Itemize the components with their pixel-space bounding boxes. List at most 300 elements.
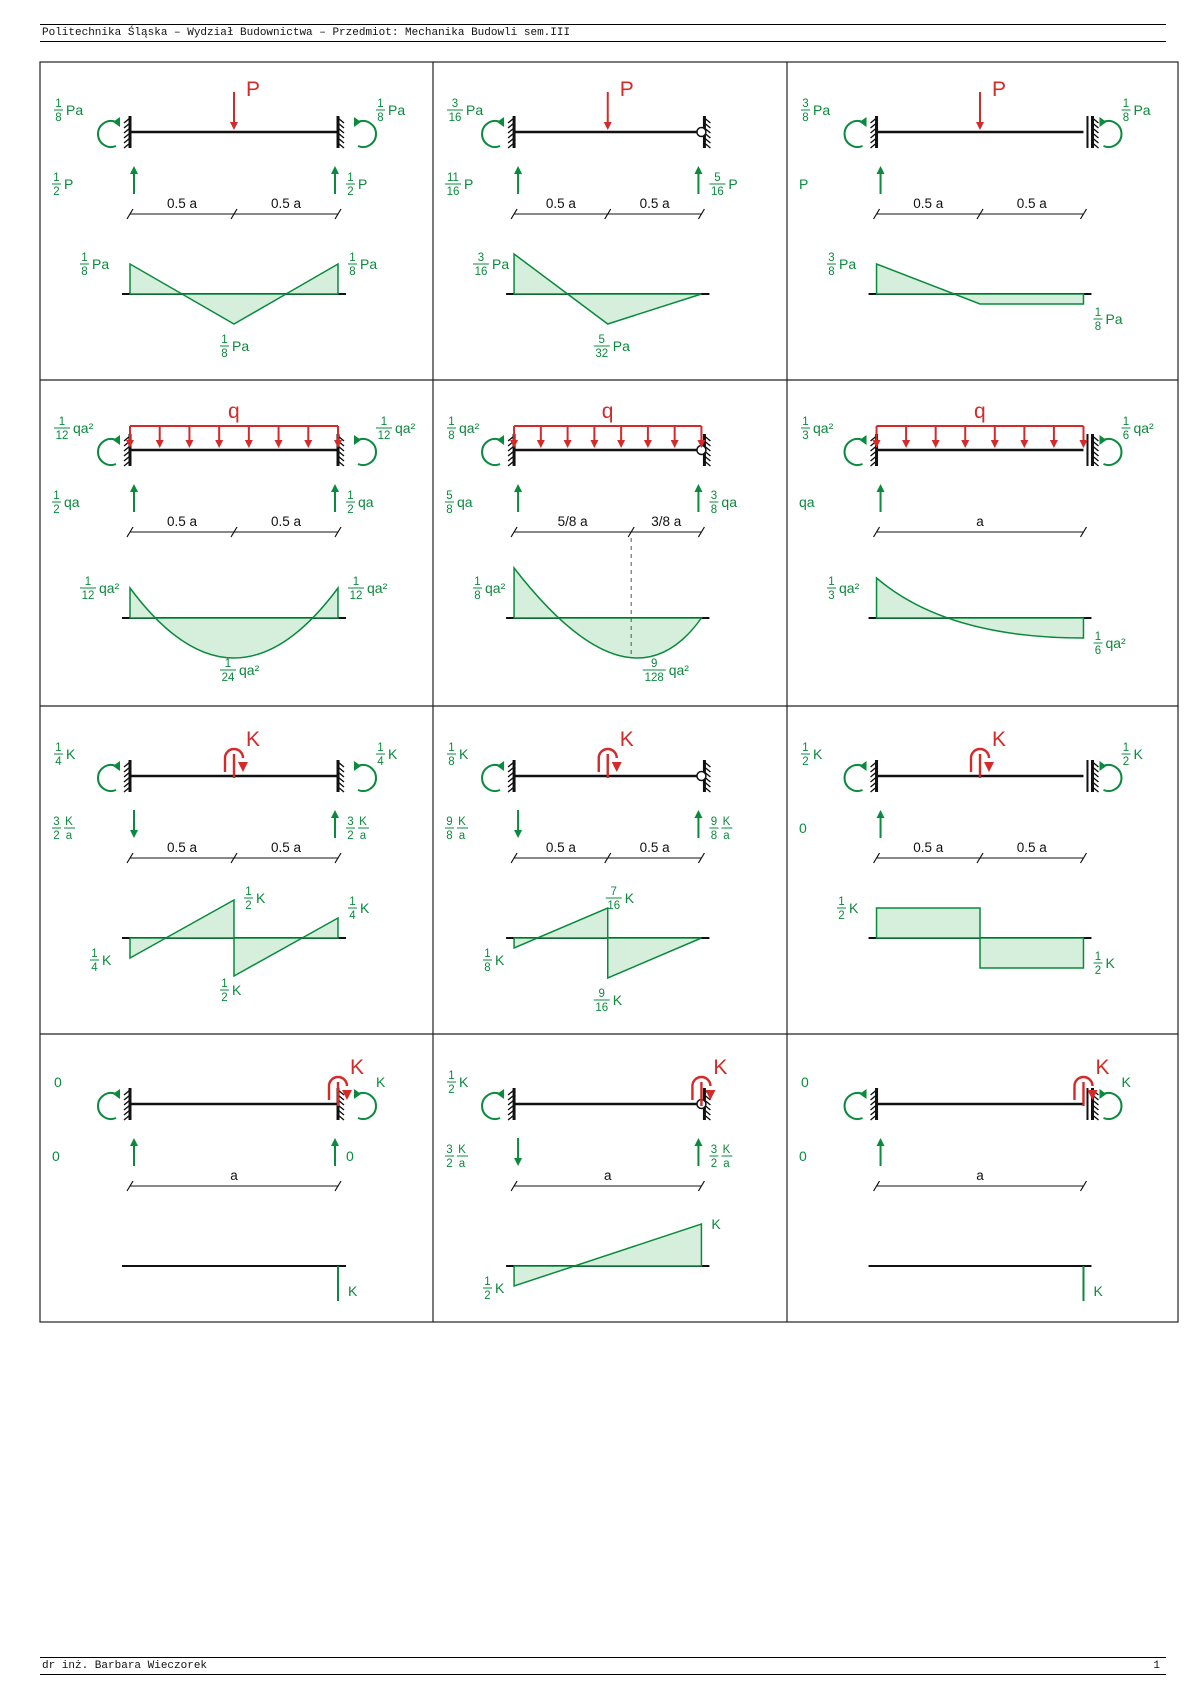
load-label: P xyxy=(246,78,261,101)
dimension-label: 0.5 a xyxy=(639,196,670,211)
distributed-load-arrow-head xyxy=(304,440,312,448)
panel-10 xyxy=(52,1056,386,1301)
fraction-denominator: 16 xyxy=(446,186,460,198)
distributed-load-arrow-head xyxy=(215,440,223,448)
left-moment-arrow-head xyxy=(860,117,867,127)
panel-12 xyxy=(799,1056,1131,1301)
fraction-symbol: 0 xyxy=(346,1148,354,1164)
fraction-denominator: 8 xyxy=(221,348,228,360)
diagram-left-value xyxy=(90,948,112,974)
load-label: q xyxy=(228,400,240,423)
fraction-symbol: K xyxy=(376,1074,386,1090)
fraction-symbol: K xyxy=(360,900,370,916)
fraction-symbol: 0 xyxy=(52,1148,60,1164)
fraction-denominator: 6 xyxy=(1122,430,1130,442)
left-moment-label xyxy=(801,742,823,768)
distributed-load-arrow-head xyxy=(185,440,193,448)
fraction-denominator: 2 xyxy=(710,1158,718,1170)
fraction-numerator: 1 xyxy=(58,416,66,428)
fraction-symbol: Pa xyxy=(612,338,630,354)
left-reaction-label xyxy=(799,494,815,510)
fraction-symbol: qa² xyxy=(839,580,860,596)
fraction-numerator: 1 xyxy=(1094,631,1102,643)
fraction-numerator: 3 xyxy=(347,816,354,828)
fraction-symbol: K xyxy=(711,1216,721,1232)
left-moment-arrow xyxy=(845,439,863,465)
fraction-denominator: 2 xyxy=(347,830,354,842)
dimension-label: 0.5 a xyxy=(166,840,198,855)
table-border xyxy=(40,62,1178,1322)
distributed-load-arrow-head xyxy=(1079,440,1087,448)
fraction-symbol: 0 xyxy=(799,820,807,836)
dimension-label: 0.5 a xyxy=(913,840,944,855)
fraction-numerator: 1 xyxy=(352,576,360,588)
left-reaction-arrow-head xyxy=(130,484,138,492)
fraction-numerator: 1 xyxy=(802,416,809,428)
moment-load-head xyxy=(238,762,248,772)
right-reaction-label xyxy=(709,490,737,516)
fraction-symbol: K xyxy=(102,952,112,968)
right-reaction-label xyxy=(709,816,732,842)
diagram-left-value xyxy=(473,576,506,602)
fraction-symbol: K xyxy=(813,746,823,762)
fraction-denominator: 4 xyxy=(55,756,62,768)
fraction-numerator: 1 xyxy=(349,896,356,908)
fraction-denominator: 8 xyxy=(802,112,809,124)
dimension-label: 5/8 a xyxy=(557,514,588,529)
fraction-numerator: 1 xyxy=(349,252,356,264)
distributed-load-arrow-head xyxy=(564,440,572,448)
moment-diagram-fill xyxy=(514,254,701,324)
diagram-top-value xyxy=(244,886,266,912)
left-moment-label xyxy=(447,1070,469,1096)
left-moment-label xyxy=(447,98,483,124)
fraction-numerator: 1 xyxy=(1094,307,1102,319)
distributed-load-arrow-head xyxy=(590,440,598,448)
fraction-denominator: 6 xyxy=(1094,645,1102,657)
fraction-denominator: 16 xyxy=(595,1002,609,1014)
fraction-symbol: qa xyxy=(799,494,815,510)
fraction-numerator: 1 xyxy=(53,490,60,502)
dimension-label: 0.5 a xyxy=(639,840,670,855)
fraction-symbol: 0 xyxy=(799,1148,807,1164)
dimension-label: 0.5 a xyxy=(166,196,198,211)
fraction-numerator: 9 xyxy=(710,816,718,828)
moment-diagram-fill xyxy=(514,908,701,978)
fraction-symbol: qa xyxy=(457,494,473,510)
fraction-numerator: 3 xyxy=(710,490,718,502)
left-moment-arrow-head xyxy=(860,1089,867,1099)
fraction-symbol: K xyxy=(1133,746,1143,762)
fraction-symbol: 0 xyxy=(54,1074,62,1090)
left-moment-label xyxy=(447,742,469,768)
fraction-numerator: 3 xyxy=(451,98,459,110)
fraction-denominator: a xyxy=(359,830,367,842)
fraction-symbol: qa² xyxy=(485,580,506,596)
left-moment-label xyxy=(801,416,834,442)
fraction-denominator: 2 xyxy=(1094,965,1102,977)
fraction-denominator: 2 xyxy=(802,756,809,768)
right-moment-label xyxy=(376,416,416,442)
fraction-symbol: qa² xyxy=(395,420,416,436)
fraction-denominator: 2 xyxy=(484,1290,491,1302)
dimension-label: 0.5 a xyxy=(270,840,302,855)
fraction-numerator: 1 xyxy=(1122,416,1130,428)
fraction-denominator: 16 xyxy=(607,900,621,912)
right-moment-label xyxy=(1121,1074,1131,1090)
fraction-numerator: 7 xyxy=(610,886,617,898)
distributed-load-arrow-head xyxy=(961,440,969,448)
fraction-denominator: 16 xyxy=(448,112,462,124)
panel-1 xyxy=(52,78,405,360)
diagram-bottom-value xyxy=(594,334,630,360)
right-moment-label xyxy=(1121,98,1150,124)
distributed-load-arrow-head xyxy=(617,440,625,448)
fraction-symbol: Pa xyxy=(466,102,484,118)
right-moment-arrow xyxy=(358,765,376,791)
left-moment-arrow xyxy=(482,439,500,465)
fraction-numerator: 1 xyxy=(1094,951,1102,963)
fraction-numerator: 3 xyxy=(477,252,485,264)
load-label: K xyxy=(619,728,634,751)
dimension-label: 0.5 a xyxy=(913,196,944,211)
diagram-left-value xyxy=(827,576,860,602)
fraction-denominator: 16 xyxy=(474,266,488,278)
left-moment-label xyxy=(54,742,76,768)
fraction-numerator: 3 xyxy=(53,816,60,828)
point-load-arrow-head xyxy=(230,122,238,130)
fraction-denominator: 2 xyxy=(347,504,354,516)
diagram-bottom-value xyxy=(220,334,249,360)
fraction-numerator: 1 xyxy=(838,896,845,908)
fraction-symbol: K xyxy=(66,746,76,762)
fraction-denominator: 32 xyxy=(595,348,609,360)
right-moment-label xyxy=(1121,742,1143,768)
fraction-symbol: qa² xyxy=(668,662,689,678)
distributed-load-arrow-head xyxy=(156,440,164,448)
fraction-symbol: Pa xyxy=(492,256,510,272)
fraction-numerator: 11 xyxy=(447,172,459,184)
left-moment-arrow xyxy=(845,765,863,791)
panel-5 xyxy=(445,400,737,684)
fraction-symbol: K xyxy=(459,746,469,762)
load-label: K xyxy=(992,728,1007,751)
left-moment-arrow xyxy=(482,121,500,147)
right-reaction-arrow-head xyxy=(694,166,702,174)
fraction-numerator: 1 xyxy=(53,172,60,184)
fraction-numerator: 1 xyxy=(224,658,232,670)
diagram-bottom-value xyxy=(643,658,690,684)
fraction-symbol: K xyxy=(256,890,266,906)
right-moment-arrow xyxy=(358,439,376,465)
left-reaction-label xyxy=(52,490,80,516)
fraction-numerator: 1 xyxy=(221,978,228,990)
fraction-symbol: K xyxy=(495,952,505,968)
left-moment-label xyxy=(801,98,830,124)
fraction-denominator: a xyxy=(65,830,73,842)
fraction-numerator: 1 xyxy=(1122,98,1130,110)
fraction-numerator: 1 xyxy=(347,172,354,184)
panel-3 xyxy=(799,78,1151,333)
fraction-symbol: K xyxy=(388,746,398,762)
diagram-bottom-value xyxy=(220,978,242,1004)
moment-diagram-fill xyxy=(514,568,701,658)
fraction-symbol: Pa xyxy=(388,102,406,118)
panel-7 xyxy=(52,728,398,1004)
right-moment-arrow-head xyxy=(354,761,361,771)
load-label: P xyxy=(619,78,634,101)
fraction-denominator: 12 xyxy=(377,430,391,442)
moment-load-head xyxy=(984,762,994,772)
distributed-load-arrow-head xyxy=(537,440,545,448)
fraction-numerator: 5 xyxy=(446,490,453,502)
moment-diagram-fill xyxy=(877,264,1084,304)
fraction-symbol: qa xyxy=(358,494,374,510)
left-reaction-label xyxy=(52,1148,60,1164)
diagram-right-value xyxy=(1093,307,1122,333)
distributed-load-arrow-head xyxy=(991,440,999,448)
left-reaction-label xyxy=(799,1148,807,1164)
fraction-denominator: 3 xyxy=(802,430,809,442)
fraction-numerator: 1 xyxy=(91,948,98,960)
fraction-denominator: 4 xyxy=(91,962,98,974)
dimension-label: a xyxy=(976,1168,984,1183)
fraction-symbol: K xyxy=(232,982,242,998)
fraction-symbol: qa² xyxy=(367,580,388,596)
fraction-numerator: 1 xyxy=(221,334,228,346)
fraction-numerator: K xyxy=(458,1144,466,1156)
fraction-denominator: 8 xyxy=(448,430,455,442)
distributed-load-arrow-head xyxy=(245,440,253,448)
right-moment-arrow xyxy=(1103,121,1121,147)
left-moment-arrow-head xyxy=(113,1089,120,1099)
right-moment-arrow xyxy=(1103,765,1121,791)
left-moment-arrow-head xyxy=(497,761,504,771)
right-reaction-arrow-head xyxy=(331,166,339,174)
fraction-numerator: 1 xyxy=(84,576,92,588)
fraction-symbol: P xyxy=(64,176,74,192)
fraction-numerator: K xyxy=(65,816,73,828)
left-moment-label xyxy=(54,416,94,442)
diagram-left-value xyxy=(483,1276,505,1302)
fraction-numerator: 1 xyxy=(484,948,491,960)
fraction-denominator: 8 xyxy=(1094,321,1102,333)
fraction-numerator: 1 xyxy=(802,742,809,754)
fraction-numerator: 1 xyxy=(1122,742,1130,754)
left-reaction-label xyxy=(52,172,73,198)
diagram-right-value xyxy=(1093,951,1115,977)
fraction-numerator: 1 xyxy=(81,252,88,264)
fraction-denominator: 2 xyxy=(446,1158,453,1170)
fraction-denominator: 12 xyxy=(55,430,69,442)
fraction-symbol: K xyxy=(1105,955,1115,971)
right-reaction-arrow-head xyxy=(694,1138,702,1146)
fraction-numerator: 1 xyxy=(347,490,354,502)
diagram-top-value xyxy=(606,886,635,912)
point-load-arrow-head xyxy=(604,122,612,130)
left-reaction-label xyxy=(52,816,75,842)
left-reaction-arrow-head xyxy=(514,166,522,174)
fraction-symbol: Pa xyxy=(66,102,84,118)
fraction-symbol: Pa xyxy=(232,338,250,354)
right-moment-arrow-head xyxy=(354,435,361,445)
panel-6 xyxy=(799,400,1154,657)
left-moment-label xyxy=(447,416,480,442)
left-reaction-label xyxy=(799,820,807,836)
fraction-symbol: K xyxy=(495,1280,505,1296)
fraction-denominator: 8 xyxy=(1122,112,1130,124)
diagram-right-value xyxy=(711,1216,721,1232)
fraction-denominator: 2 xyxy=(448,1084,455,1096)
load-label: K xyxy=(246,728,261,751)
fraction-denominator: 2 xyxy=(347,186,354,198)
fraction-symbol: K xyxy=(849,900,859,916)
fraction-numerator: 5 xyxy=(714,172,721,184)
hinge-node xyxy=(697,772,706,781)
diagram-left-value xyxy=(827,252,856,278)
fraction-denominator: 2 xyxy=(53,830,60,842)
fraction-symbol: K xyxy=(612,992,623,1008)
fraction-numerator: 1 xyxy=(828,576,835,588)
right-moment-label xyxy=(376,1074,386,1090)
fraction-denominator: a xyxy=(458,830,466,842)
dimension-label: 3/8 a xyxy=(651,514,682,529)
distributed-load-arrow-head xyxy=(1020,440,1028,448)
left-reaction-label xyxy=(445,490,473,516)
fraction-symbol: K xyxy=(348,1283,358,1299)
fraction-denominator: 3 xyxy=(828,590,835,602)
fraction-symbol: qa² xyxy=(813,420,834,436)
moment-diagram-fill xyxy=(877,908,1084,968)
right-reaction-arrow-head xyxy=(331,810,339,818)
load-label: K xyxy=(713,1056,728,1079)
fraction-numerator: 1 xyxy=(448,416,455,428)
distributed-load-arrow-head xyxy=(644,440,652,448)
fraction-numerator: 3 xyxy=(802,98,809,110)
dimension-label: a xyxy=(976,514,984,529)
left-reaction-label xyxy=(445,1144,468,1170)
load-label: K xyxy=(350,1056,365,1079)
fraction-denominator: 2 xyxy=(53,186,60,198)
fraction-numerator: 9 xyxy=(598,988,605,1000)
right-moment-arrow-head xyxy=(1099,435,1106,445)
fraction-denominator: a xyxy=(458,1158,466,1170)
dimension-label: 0.5 a xyxy=(1016,196,1047,211)
fraction-numerator: 1 xyxy=(55,742,62,754)
fraction-numerator: 1 xyxy=(377,98,384,110)
fraction-symbol: qa xyxy=(721,494,738,510)
right-moment-arrow-head xyxy=(1099,117,1106,127)
moment-diagram-fill xyxy=(514,1224,701,1286)
panel-2 xyxy=(445,78,738,360)
left-reaction-arrow-head xyxy=(130,166,138,174)
fraction-denominator: 8 xyxy=(349,266,356,278)
left-reaction-arrow-head xyxy=(877,1138,885,1146)
fraction-denominator: 2 xyxy=(838,910,845,922)
diagram-left-value xyxy=(483,948,505,974)
panel-8 xyxy=(445,728,732,1014)
fraction-denominator: 8 xyxy=(710,504,718,516)
right-moment-arrow-head xyxy=(354,1089,361,1099)
left-moment-arrow xyxy=(98,121,116,147)
fraction-symbol: Pa xyxy=(92,256,110,272)
left-moment-arrow xyxy=(98,439,116,465)
right-moment-arrow xyxy=(358,1093,376,1119)
fraction-symbol: P xyxy=(728,176,738,192)
fraction-symbol: qa² xyxy=(1133,420,1154,436)
fraction-denominator: 4 xyxy=(377,756,384,768)
fraction-denominator: 16 xyxy=(711,186,724,198)
fraction-numerator: K xyxy=(359,816,367,828)
distributed-load-arrow-head xyxy=(671,440,679,448)
fraction-symbol: K xyxy=(1093,1283,1103,1299)
diagram-bottom-value xyxy=(594,988,623,1014)
fraction-denominator: a xyxy=(723,1158,730,1170)
right-moment-label xyxy=(376,98,405,124)
right-moment-arrow-head xyxy=(1099,761,1106,771)
dimension-label: 0.5 a xyxy=(1016,840,1047,855)
fraction-numerator: 5 xyxy=(598,334,605,346)
diagram-right-value xyxy=(1093,631,1126,657)
left-moment-arrow xyxy=(482,1093,500,1119)
fraction-symbol: P xyxy=(358,176,368,192)
left-reaction-arrow-head xyxy=(514,1158,522,1166)
fraction-symbol: P xyxy=(799,176,809,192)
fraction-denominator: 8 xyxy=(710,830,718,842)
fraction-symbol: Pa xyxy=(839,256,857,272)
distributed-load-arrow-head xyxy=(275,440,283,448)
fraction-symbol: 0 xyxy=(801,1074,809,1090)
left-moment-arrow-head xyxy=(497,435,504,445)
load-label: P xyxy=(992,78,1007,101)
fraction-denominator: 8 xyxy=(448,756,455,768)
fraction-denominator: 2 xyxy=(245,900,252,912)
fraction-denominator: 12 xyxy=(349,590,363,602)
right-moment-label xyxy=(376,742,398,768)
grid-frame xyxy=(40,62,1178,1322)
dimension-label: a xyxy=(230,1168,238,1183)
fraction-symbol: qa² xyxy=(73,420,94,436)
fraction-symbol: Pa xyxy=(1105,311,1123,327)
right-moment-label xyxy=(1121,416,1154,442)
left-reaction-label xyxy=(445,172,473,198)
left-reaction-arrow-head xyxy=(877,810,885,818)
fraction-numerator: 3 xyxy=(446,1144,453,1156)
fraction-symbol: Pa xyxy=(1133,102,1151,118)
left-reaction-arrow-head xyxy=(130,830,138,838)
distributed-load-arrow-head xyxy=(1050,440,1058,448)
fraction-symbol: Pa xyxy=(813,102,831,118)
fraction-symbol: qa² xyxy=(99,580,120,596)
fraction-symbol: K xyxy=(1121,1074,1131,1090)
fraction-denominator: 8 xyxy=(828,266,835,278)
fraction-denominator: 24 xyxy=(221,672,235,684)
load-label: q xyxy=(974,400,986,423)
load-label: K xyxy=(1095,1056,1110,1079)
right-moment-arrow-head xyxy=(354,117,361,127)
left-moment-label xyxy=(54,1074,62,1090)
load-label: q xyxy=(601,400,614,423)
fraction-denominator: 4 xyxy=(349,910,356,922)
left-moment-arrow-head xyxy=(497,117,504,127)
fraction-numerator: 9 xyxy=(651,658,658,670)
fraction-numerator: 1 xyxy=(484,1276,491,1288)
fraction-symbol: P xyxy=(464,176,474,192)
moment-load-head xyxy=(705,1090,715,1100)
fraction-numerator: K xyxy=(458,816,466,828)
point-load-arrow-head xyxy=(976,122,984,130)
fraction-numerator: 9 xyxy=(446,816,453,828)
